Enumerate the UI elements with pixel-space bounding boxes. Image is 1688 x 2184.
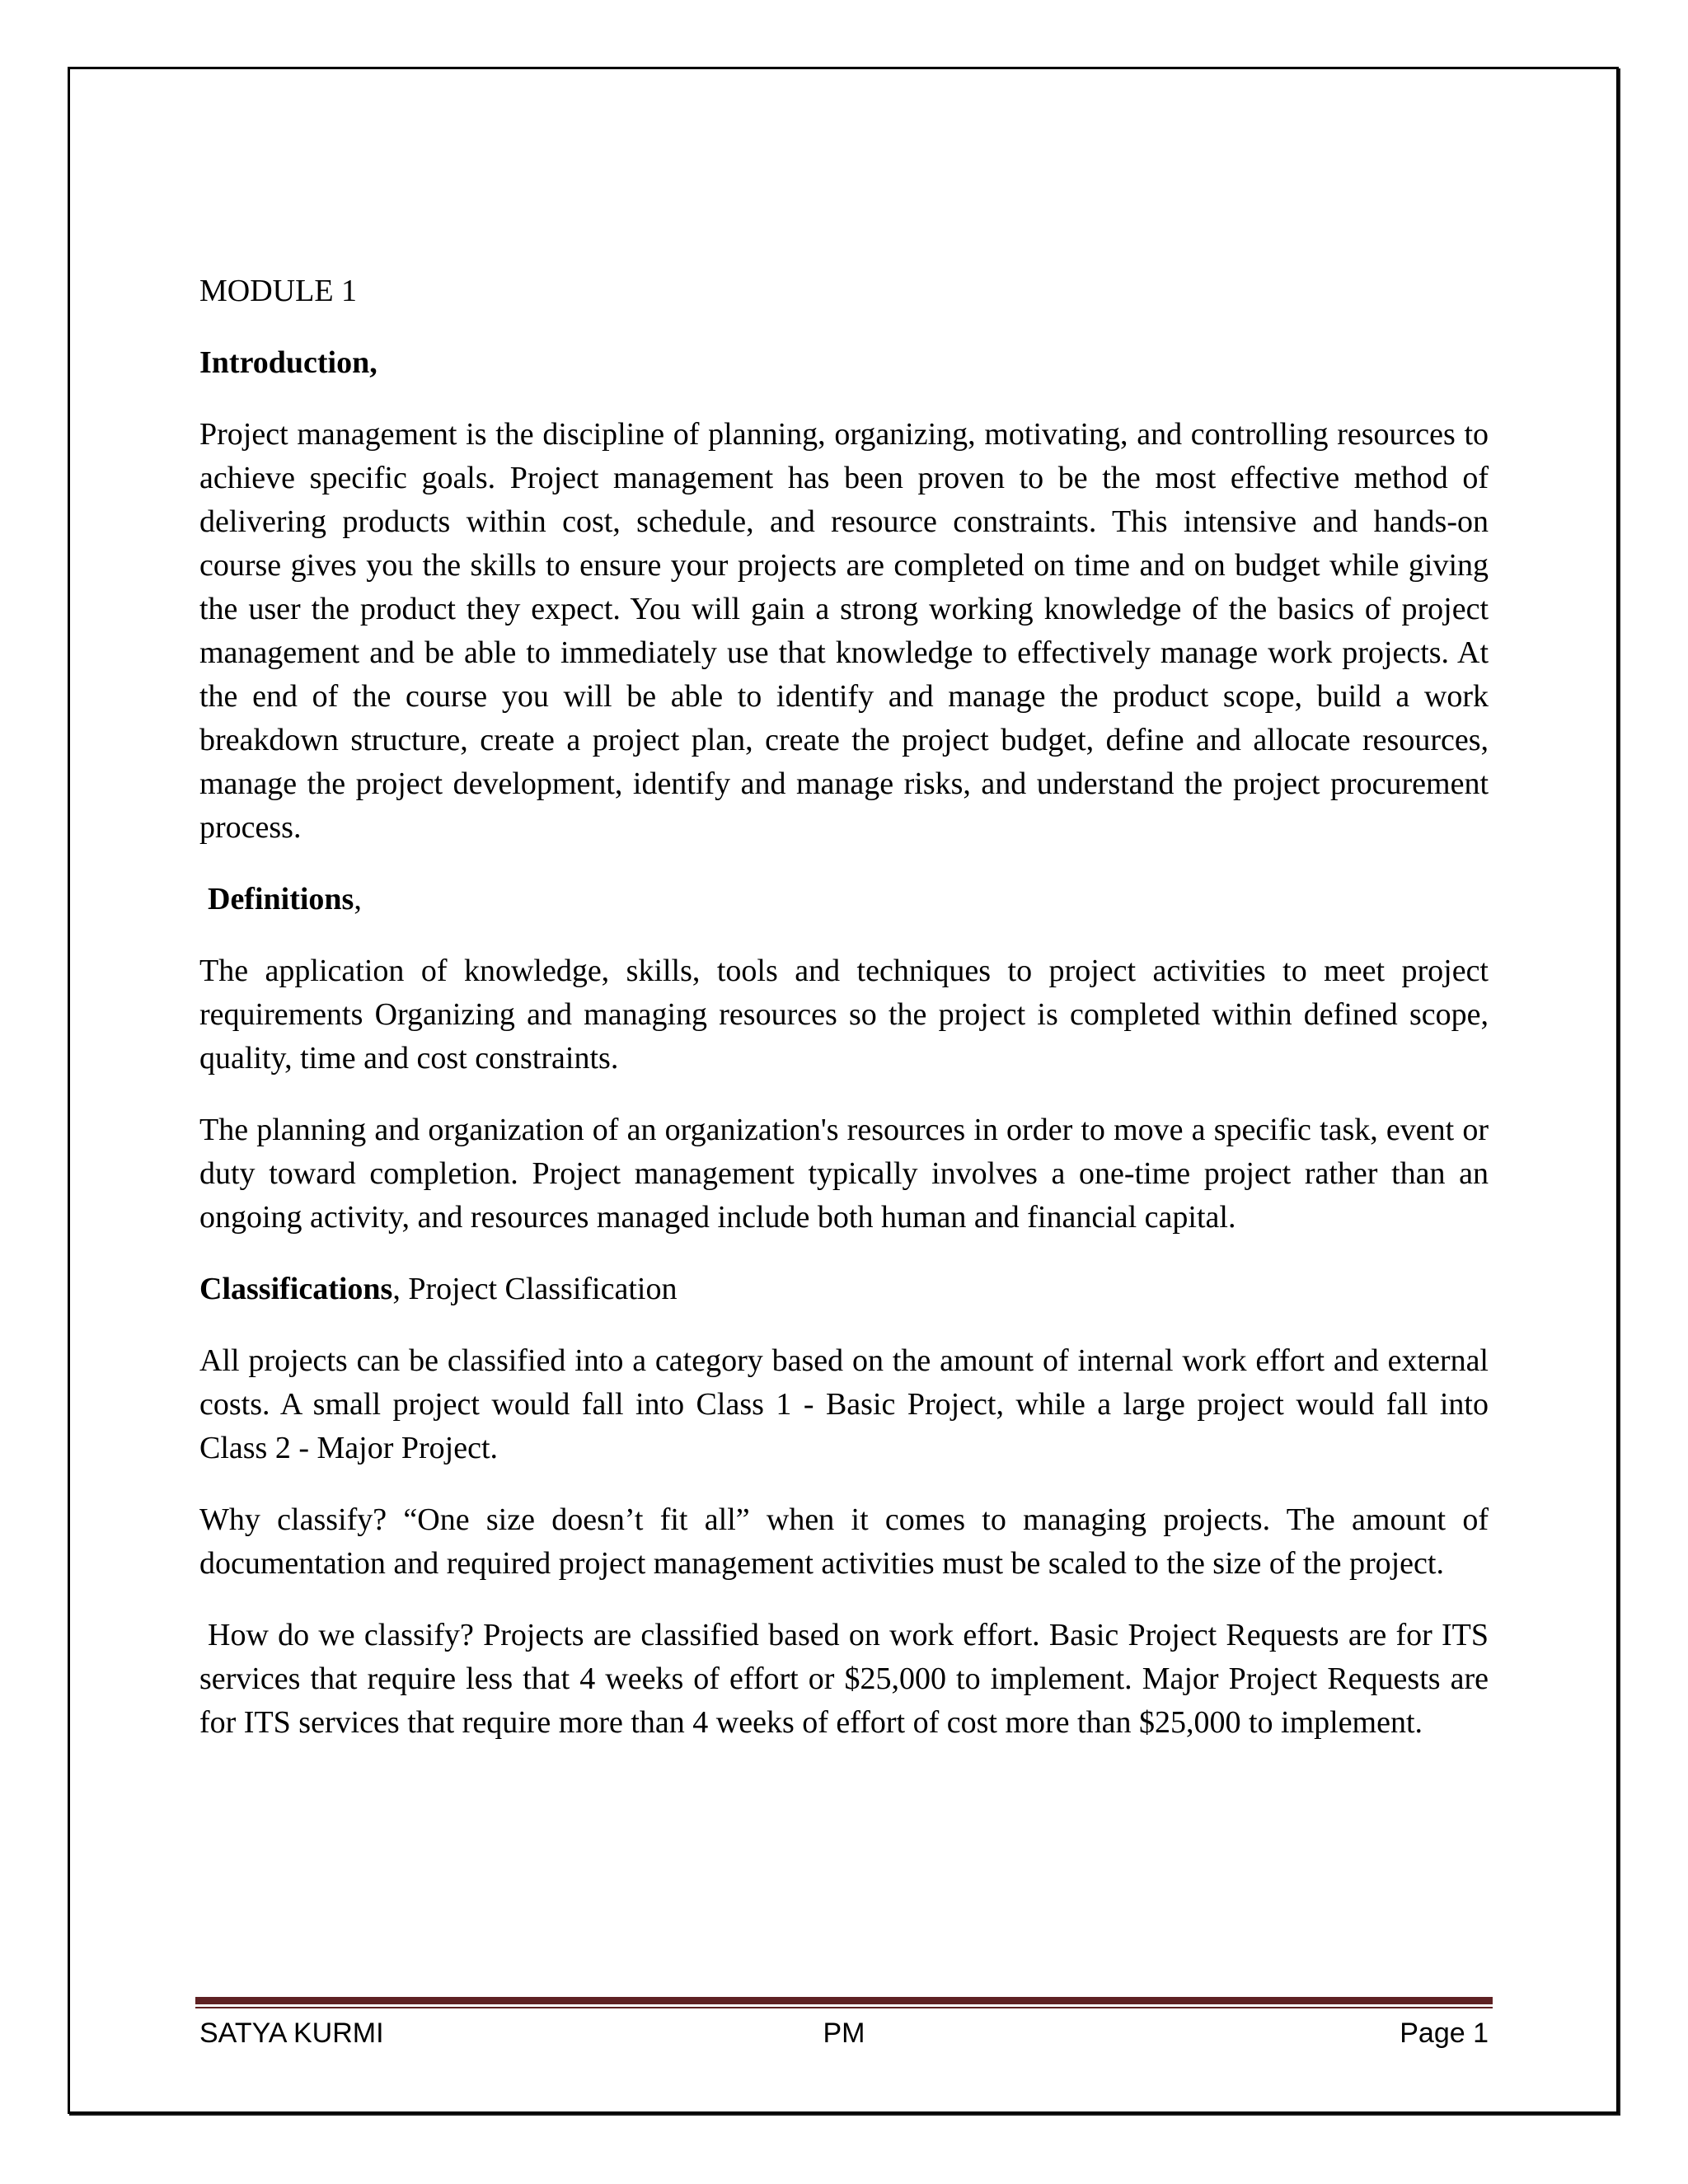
introduction-heading-text: Introduction,	[199, 345, 377, 380]
definitions-paragraph-1: The application of knowledge, skills, tools and techniques to project activities to meet project requirements Organizing and managing resources so the project is completed within defined scope, quality, time and cost constraints.	[199, 954, 1489, 1076]
classifications-heading	[199, 1268, 1489, 1311]
footer-rule-thin	[195, 2007, 1493, 2008]
introduction-paragraph: Project management is the discipline of planning, organizing, motivating, and controlling resources to achieve specific goals. Project management has been proven to be the most effective method of delivering products within cost, schedule, and resource constraints. This intensive and hands-on course gives you the skills to ensure your projects are completed on time and on budget while giving the user the product they expect. You will gain a strong working knowledge of the basics of project management and be able to immediately use that knowledge to effectively manage work projects. At the end of the course you will be able to identify and manage the product scope, build a work breakdown structure, create a project plan, create the project budget, define and allocate resources, manage the project development, identify and manage risks, and understand the project procurement process.	[199, 417, 1489, 845]
classifications-heading-bold: Classifications	[199, 1272, 393, 1306]
footer-page-number: Page 1	[1400, 2018, 1489, 2049]
footer-author: SATYA KURMI	[199, 2018, 384, 2049]
classifications-heading-suffix: , Project Classification	[392, 1272, 678, 1306]
footer-rule-thick	[195, 1997, 1493, 2004]
definitions-heading	[199, 878, 1489, 921]
module-title: MODULE 1	[199, 274, 358, 308]
page-footer	[199, 2013, 1489, 2054]
classifications-paragraph-2: Why classify? “One size doesn’t fit all” when it comes to managing projects. The amount of documentation and required project management activities must be scaled to the size of the project.	[199, 1502, 1489, 1581]
footer-subject: PM	[823, 2018, 865, 2049]
classifications-paragraph-3: How do we classify? Projects are classified based on work effort. Basic Project Requests are for ITS services that require less that 4 weeks of effort or $25,000 to implement. Major Project Requests are for ITS services that require more than 4 weeks of effort of cost more than $25,000 to implement.	[199, 1618, 1489, 1740]
definitions-heading-bold: Definitions	[208, 882, 354, 916]
document-body	[199, 257, 1489, 1773]
definitions-heading-suffix: ,	[354, 882, 362, 916]
classifications-paragraph-1: All projects can be classified into a category based on the amount of internal work effort and external costs. A small project would fall into Class 1 - Basic Project, while a large project would fall into Class 2 - Major Project.	[199, 1343, 1489, 1465]
definitions-paragraph-2: The planning and organization of an organization's resources in order to move a specific task, event or duty toward completion. Project management typically involves a one-time project rather than an ongoing activity, and resources managed include both human and financial capital.	[199, 1113, 1489, 1235]
introduction-heading	[199, 341, 1489, 385]
